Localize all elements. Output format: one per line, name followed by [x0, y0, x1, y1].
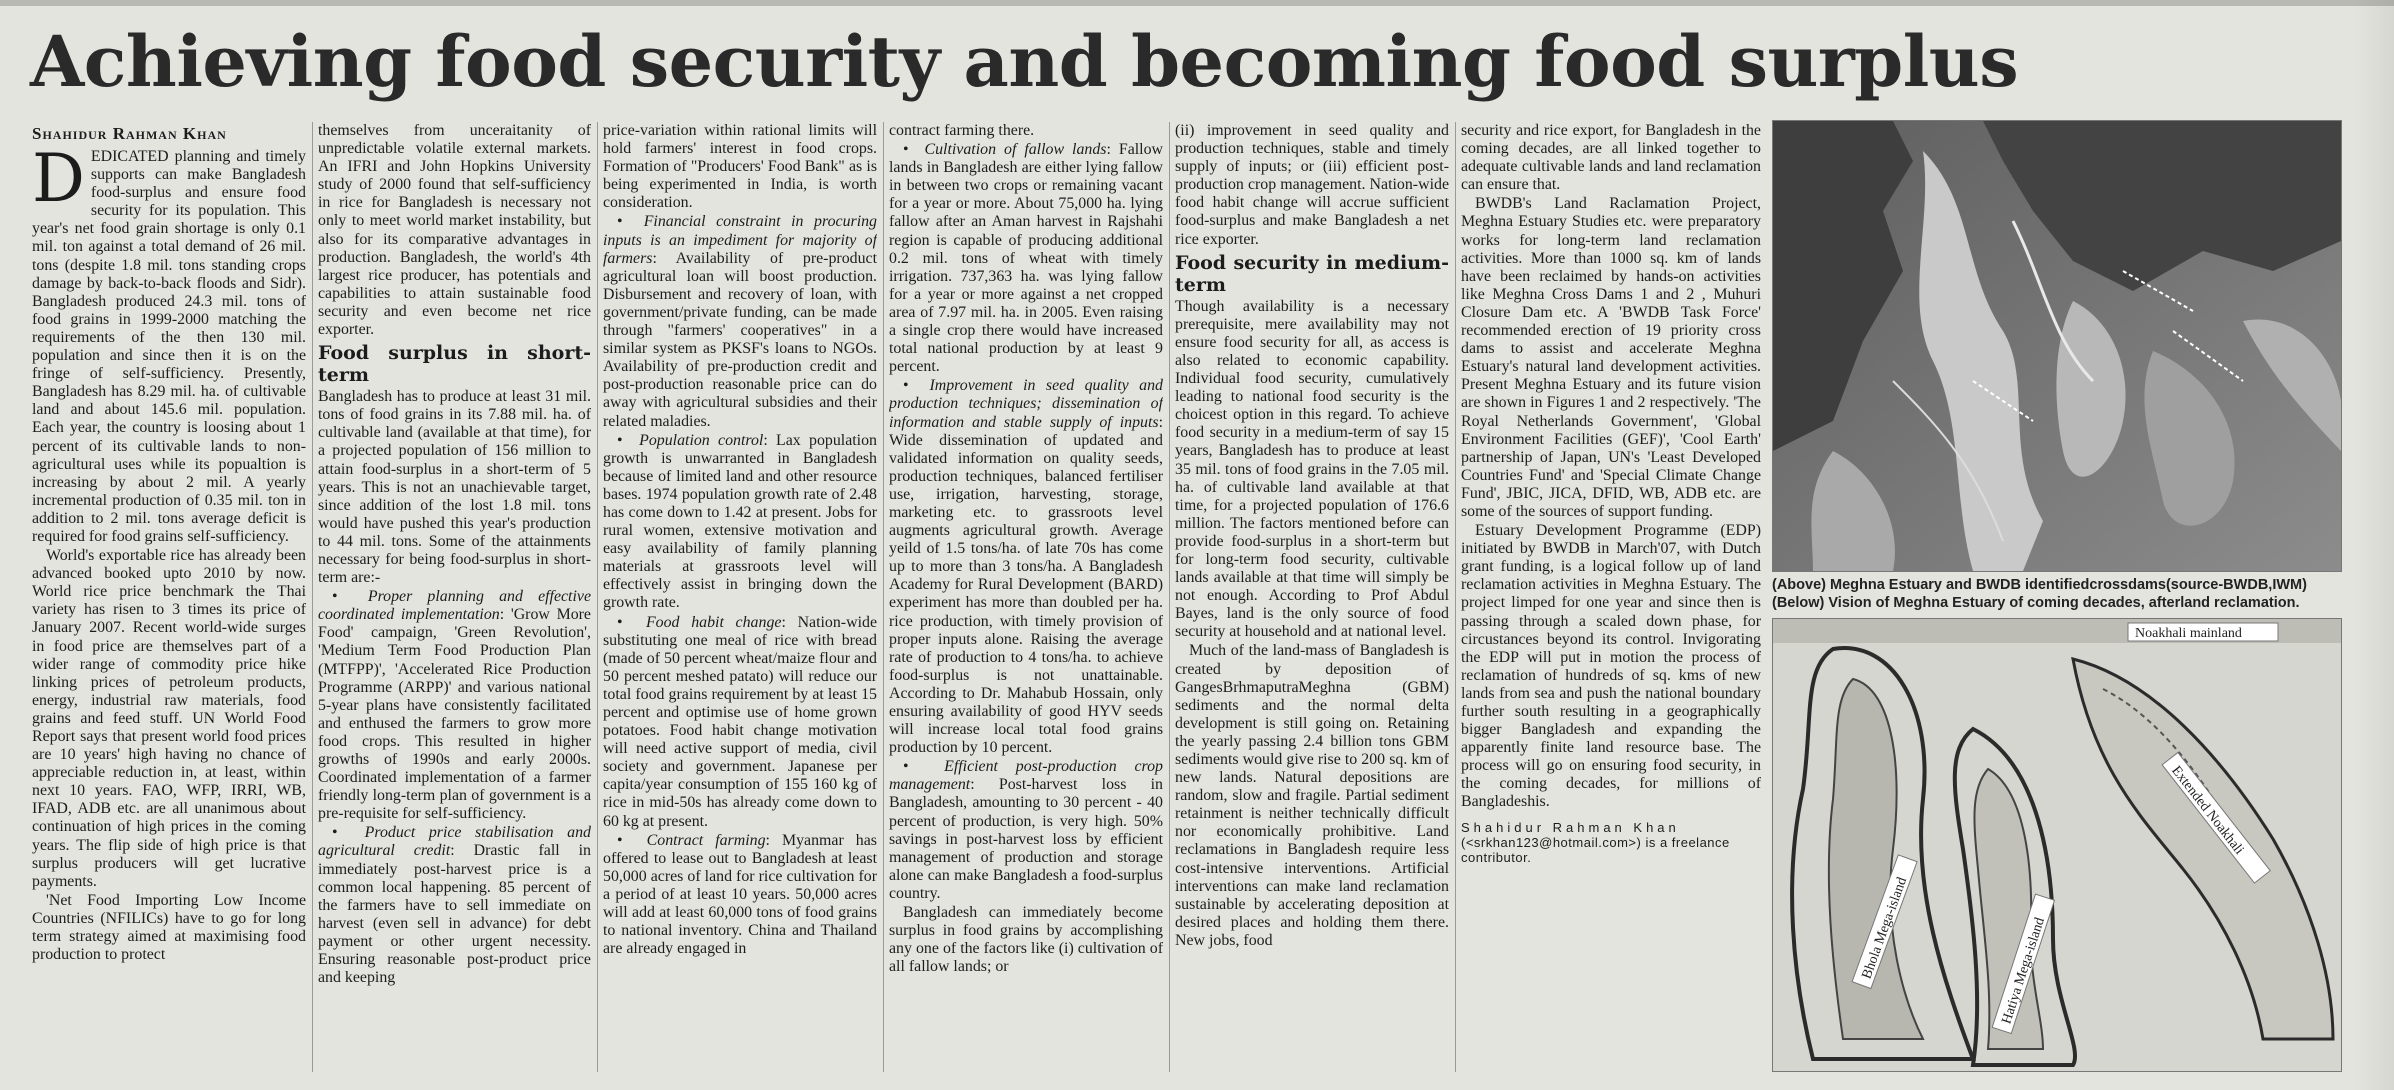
label-noakhali-mainland: Noakhali mainland — [2135, 626, 2242, 641]
bullet-lead: Improvement in seed quality and production techniques; dissemination of information and stable supply of inputs — [889, 377, 1163, 431]
bullet-paragraph: • Product price stabilisation and agricultural credit: Drastic fall in immediately post-harvest price is a common local happening. 85 percent of the farmers have to sell immediate on harvest (even sell in advance) for debt payment or other urgent necessity. Ensuring reasonable post-product price and keeping — [318, 824, 591, 987]
byline: Shahidur Rahman Khan — [32, 124, 227, 143]
bullet-paragraph: • Cultivation of fallow lands: Fallow lands in Bangladesh are either lying fallow in between two crops or remaining vacant for a year or more. About 75,000 ha. lying fallow after an Aman harvest in Rajshahi region is capable of producing additional 0.2 mil. tons of wheat with timely irrigation. 737,363 ha. was lying fallow for a year or more against a net cropped area of 7.97 mil. ha. in 2005. Even raising a single crop there would have increased total national production by at least 9 percent. — [889, 141, 1163, 376]
article-column-2 — [318, 122, 591, 1072]
satellite-map-image — [1773, 121, 2341, 571]
credit-name: Shahidur Rahman Khan — [1461, 819, 1680, 835]
bullet-paragraph: • Food habit change: Nation-wide substituting one meal of rice with bread (made of 50 percent wheat/maize flour and 50 percent meshed patato) will reduce our total food grains requirement by at least 15 percent and optimise use of home grown potatoes. Food habit change motivation will need active support of media, civil society and government. Japanese per capita/year consumption of 155 160 kg of rice in mid-50s has already come down to 60 kg at present. — [603, 613, 877, 830]
column-divider — [883, 122, 884, 1072]
label-extended-noakhali: Extended Noakhali — [2168, 763, 2247, 858]
author-credit — [1461, 820, 1761, 865]
label-bhola-mega-island: Bhola Mega-island — [1859, 875, 1911, 982]
label-hatiya-mega-island: Hatiya Mega-island — [1999, 915, 2048, 1026]
bullet-paragraph: • Financial constraint in procuring inputs is an impediment for majority of farmers: Availability of pre-product agricultural loan will boost production. Disbursement and recovery of loan, with government/private funding, can be made through "farmers' cooperatives" in a similar system as PKSF's loans to NGOs. Availability of pre-production credit and post-production reasonable price can do away with agricultural subsidies and their related maladies. — [603, 213, 877, 430]
article-paragraph: Bangladesh can immediately become surplus in food grains by accomplishing any one of the factors like (i) cultivation of all fallow lands; or — [889, 904, 1163, 976]
page-edge-shadow — [2354, 0, 2394, 1090]
bullet-lead: Efficient post-production crop management — [889, 758, 1163, 794]
caption-line-2: (Below) Vision of Meghna Estuary of coming decades, afterland reclamation. — [1772, 595, 2300, 611]
bullet-text: : Lax population growth is unwarranted in Bangladesh because of limited land and other resource bases. 1974 population growth rate of 2.48 has come down to 1.42 at present. Jobs for rural women, extensive motivation and easy availability of family planning materials at grassroots level will effectively assist in bringing down the growth rate. — [603, 431, 877, 612]
article-paragraph: Bangladesh has to produce at least 31 mil. tons of food grains in its 7.88 mil. ha. of cultivable land (available at that time), for a projected population of 156 million to attain food-surplus in a short-term of 5 years. This is not an unachievable target, since addition of the lost 1.8 mil. tons would have pushed this year's production to 44 mil. tons. Some of the attainments necessary for being food-surplus in short-term are:- — [318, 388, 591, 587]
bullet-lead: Contract farming — [646, 831, 766, 849]
article-paragraph: World's exportable rice has already been advanced booked upto 2010 by now. World rice price benchmark the Thai variety has risen to 3 times its price of January 2007. Recent world-wide surges in food price are themselves part of a wider range of commodity price hike linking prices of petroleum products, energy, industrial raw materials, food grains and feed stuff. UN World Food Report says that present world food prices are 10 years' high having no chance of appreciable reduction in, at least, within next 10 years. FAO, WFP, IRRI, WB, IFAD, ADB etc. are all unanimous about continuation of high prices in the coming years. The flip side of high price is that surplus producers will get lucrative payments. — [32, 547, 306, 890]
article-column-4 — [889, 122, 1163, 1072]
estuary-vision-map — [1772, 618, 2342, 1072]
vision-map-image — [1773, 619, 2341, 1071]
bullet-text: : Drastic fall in immediately post-harvest price is a common local happening. 85 percent of the farmers have to sell immediate on harvest (even sell in advance) for debt payment or other urgent necessity. Ensuring reasonable post-product price and keeping — [318, 842, 591, 987]
bullet-lead: Product price stabilisation and agricultural credit — [318, 824, 591, 860]
column-divider — [1455, 122, 1456, 1072]
paragraph-text: EDICATED planning and timely supports can make Bangladesh food-surplus and ensure food security for its population. This year's net food grain shortage is only 0.1 mil. ton against a total demand of 26 mil. tons (despite 1.8 mil. tons standing crops damage by back-to-back floods and Sidr). Bangladesh produced 24.3 mil. tons of food grains in 1999-2000 matching the requirements of the then 130 mil. population and since then it is on the fringe of self-sufficiency. Presently, Bangladesh has 8.29 mil. ha. of cultivable land and about 145.6 mil. population. Each year, the country is loosing about 1 percent of its cultivable lands to non-agricultural uses while its popualtion is increasing by about 2 mil. A yearly incremental production of 0.35 mil. ton in addition to 2 mil. tons average deficit is required for food grains self-sufficiency. — [32, 148, 306, 545]
bullet-text: : Availability of pre-product agricultural loan will boost production. Disbursement and recovery of loan, with government/private funding, can be made through "farmers' cooperatives" in a similar system as PKSF's loans to NGOs. Availability of pre-production credit and post-production reasonable price can do away with agricultural subsidies and their related maladies. — [603, 249, 877, 430]
bullet-paragraph: • Efficient post-production crop management: Post-harvest loss in Bangladesh, amounting to 30 percent - 40 percent of production, is very high. 50% savings in post-harvest loss by efficient management of production and storage alone can make Bangladesh a food-surplus country. — [889, 758, 1163, 902]
article-paragraph: 'Net Food Importing Low Income Countries (NFILICs) have to go for long term strategy aimed at maximising food production to protect — [32, 891, 306, 964]
article-paragraph: themselves from unceraitanity of unpredictable volatile external markets. An IFRI and John Hopkins University study of 2000 found that self-sufficiency in rice for Bangladesh is necessary not only to meet world market instability, but also for its comparative advantages in production. Bangladesh, the world's 4th largest rice producer, has potentials and capabilities to attain sustainable food security and even become net rice exporter. — [318, 122, 591, 339]
bullet-text: : Wide dissemination of updated and validated information on quality seeds, production techniques, balanced fertiliser use, irrigation, harvesting, storage, marketing etc. to grassroots level augments agricultural growth. Average yeild of 1.5 tons/ha. of late 70s has come up to more than 3 tons/ha. A Bangladesh Academy for Rural Development (BARD) experiment has more than doubled per ha. rice production, with timely provision of proper inputs alone. Raising the average rate of production to 4 tons/ha. to achieve food-surplus is not unattainable. According to Dr. Mahabub Hossain, only ensuring availability of good HYV seeds will increase local total food grains production by 10 percent. — [889, 413, 1163, 757]
article-column-3 — [603, 122, 877, 1072]
article-column-6 — [1461, 122, 1761, 1072]
article-paragraph: Much of the land-mass of Bangladesh is created by deposition of GangesBrhmaputraMeghna (GBM) sediments and the normal delta development is still going on. Retaining the yearly passing 2.4 billion tons GBM sediments would give rise to 200 sq. km of new lands. Natural depositions are random, slow and fragile. Partial sediment retainment is neither technically difficult nor economically prohibitive. Land reclamations in Bangladesh require less cost-intensive interventions. Artificial interventions can make land reclamation sustainable by accelerating deposition at desired places and holding them there. New jobs, food — [1175, 642, 1449, 949]
article-paragraph: price-variation within rational limits will hold farmers' interest in food crops. Formation of "Producers' Food Bank" as is being experimented in India, is worth consideration. — [603, 122, 877, 212]
caption-line-1: (Above) Meghna Estuary and BWDB identifiedcrossdams(source-BWDB,IWM) — [1772, 577, 2307, 593]
bullet-text: : 'Grow More Food' campaign, 'Green Revolution', 'Medium Term Food Production Plan (MTFPP)', 'Accelerated Rice Production Programme (ARPP)' and various national 5-year plans have consistently facilitated and enthused the farmers to grow more food crops. This resulted in higher growths of 1990s and early 2000s. Coordinated implementation of a farmer friendly long-term plan of government is a pre-requisite for self-sufficiency. — [318, 606, 591, 823]
article-column-5 — [1175, 122, 1449, 1072]
article-paragraph — [32, 148, 306, 546]
figure-caption — [1772, 576, 2352, 612]
bullet-text: : Nation-wide substituting one meal of rice with bread (made of 50 percent wheat/maize flour and 50 percent meshed patato) will reduce our total food grains requirement by at least 15 percent and optimise use of home grown potatoes. Food habit change motivation will need active support of media, civil society and government. Japanese per capita/year consumption of 155 160 kg of rice in mid-50s has already come down to 60 kg at present. — [603, 613, 877, 830]
drop-cap: D — [32, 148, 85, 217]
credit-email: (<srkhan123@hotmail.com>) is a freelance contributor. — [1461, 834, 1730, 865]
bullet-lead: Food habit change — [645, 613, 782, 631]
bullet-paragraph: • Improvement in seed quality and production techniques; dissemination of information and stable supply of inputs: Wide dissemination of updated and validated information on quality seeds, production techniques, balanced fertiliser use, irrigation, harvesting, storage, marketing etc. to grassroots level augments agricultural growth. Average yeild of 1.5 tons/ha. of late 70s has come up to more than 3 tons/ha. A Bangladesh Academy for Rural Development (BARD) experiment has more than doubled per ha. rice production, with timely provision of proper inputs alone. Raising the average rate of production to 4 tons/ha. to achieve food-surplus is not unattainable. According to Dr. Mahabub Hossain, only ensuring availability of good HYV seeds will increase local total food grains production by 10 percent. — [889, 377, 1163, 757]
article-paragraph: BWDB's Land Raclamation Project, Meghna Estuary Studies etc. were preparatory works for long-term land reclamation activities. More than 1000 sq. km of lands have been reclaimed by hands-on activities like Meghna Cross Dams 1 and 2 , Muhuri Closure Dam etc. A 'BWDB Task Force' recommended erection of 19 priority cross dams to assist and accelerate Meghna Estuary's natural land development activities. Present Meghna Estuary and its future vision are shown in Figures 1 and 2 respectively. 'The Royal Netherlands Government', 'Global Environment Facilities (GEF)', 'Cool Earth' partnership of Japan, UN's 'Least Developed Countries Fund' and 'Special Climate Change Fund', JBIC, JICA, DFID, WB, ADB etc. are some of the sources of support funding. — [1461, 195, 1761, 520]
bullet-paragraph: • Contract farming: Myanmar has offered to lease out to Bangladesh at least 50,000 acres of land for rice cultivation for a period of at least 10 years. 50,000 acres will add at least 60,000 tons of food grains to national inventory. China and Thailand are already engaged in — [603, 831, 877, 958]
article-paragraph: (ii) improvement in seed quality and production techniques, stable and timely supply of inputs; or (iii) efficient post-production crop management. Nation-wide food habit change will accrue sufficient food-surplus and make Bangladesh a net rice exporter. — [1175, 122, 1449, 248]
article-column-1 — [32, 148, 306, 1072]
bullet-paragraph: • Proper planning and effective coordinated implementation: 'Grow More Food' campaign, 'Green Revolution', 'Medium Term Food Production Plan (MTFPP)', 'Accelerated Rice Production Programme (ARPP)' and various national 5-year plans have consistently facilitated and enthused the farmers to grow more food crops. This resulted in higher growths of 1990s and early 2000s. Coordinated implementation of a farmer friendly long-term plan of government is a pre-requisite for self-sufficiency. — [318, 588, 591, 823]
bullet-lead: Cultivation of fallow lands — [924, 141, 1107, 159]
bullet-text: : Fallow lands in Bangladesh are either lying fallow in between two crops or remaining vacant for a year or more. About 75,000 ha. lying fallow after an Aman harvest in Rajshahi region is capable of producing additional 0.2 mil. tons of wheat with timely irrigation. 737,363 ha. was lying fallow for a year or more against a net cropped area of 7.97 mil. ha. in 2005. Even raising a single crop there would have increased total national production by at least 9 percent. — [889, 141, 1163, 376]
subheading: Food surplus in short-term — [318, 342, 591, 387]
bullet-lead: Proper planning and effective coordinated implementation — [318, 588, 591, 624]
bullet-lead: Population control — [639, 431, 764, 449]
bullet-text: : Post-harvest loss in Bangladesh, amounting to 30 percent - 40 percent of production, is very high. 50% savings in post-harvest loss by efficient management of production and storage alone can make Bangladesh a food-surplus country. — [889, 776, 1163, 902]
bullet-lead: Financial constraint in procuring inputs is an impediment for majority of farmers — [603, 213, 877, 267]
column-divider — [1169, 122, 1170, 1072]
subheading: Food security in medium-term — [1175, 251, 1449, 296]
article-paragraph: contract farming there. — [889, 122, 1035, 139]
article-paragraph: security and rice export, for Bangladesh in the coming decades, are all linked together to adequate cultivable lands and land reclamation can ensure that. — [1461, 122, 1761, 194]
article-paragraph: Though availability is a necessary prerequisite, mere availability may not ensure food security for all, as access is also related to economic capability. Individual food security, cumulatively leading to national food security is the choicest option in this regard. To achieve food security in a medium-term of say 15 years, Bangladesh has to produce at least 35 mil. tons of food grains in the 7.05 mil. ha. of cultivable land available at that time, for a projected population of 176.6 million. The factors mentioned before can provide food-surplus in a short-term but for long-term food security, cultivable lands available at that time will simply be not enough. According to Prof Abdul Bayes, land is the only source of food security at household and at national level. — [1175, 297, 1449, 641]
article-paragraph: Estuary Development Programme (EDP) initiated by BWDB in March'07, with Dutch grant funding, is a logical follow up of land reclamation activities in Meghna Estuary. The project limped for one year and since then is passing through a scaled down phase, for circustances beyond its control. Invigorating the EDP will put in motion the process of reclamation of hundreds of sq. kms of new lands from sea and push the national boundary further south resulting in a geographically bigger Bangladesh and expanding the apparently finite land resource base. The process will go on ensuring food security, in the coming decades, for millions of Bangladeshis. — [1461, 522, 1761, 811]
bullet-paragraph: • Population control: Lax population growth is unwarranted in Bangladesh because of limited land and other resource bases. 1974 population growth rate of 2.48 has come down to 1.42 at present. Jobs for rural women, extensive motivation and easy availability of family planning materials at grassroots level will effectively assist in bringing down the growth rate. — [603, 431, 877, 612]
top-rule — [0, 0, 2394, 6]
headline: Achieving food security and becoming food surplus — [30, 20, 2019, 103]
column-divider — [597, 122, 598, 1072]
column-divider — [312, 122, 313, 1072]
estuary-satellite-map — [1772, 120, 2342, 572]
bullet-text: : Myanmar has offered to lease out to Bangladesh at least 50,000 acres of land for rice cultivation for a period of at least 10 years. 50,000 acres will add at least 60,000 tons of food grains to national inventory. China and Thailand are already engaged in — [603, 831, 877, 958]
